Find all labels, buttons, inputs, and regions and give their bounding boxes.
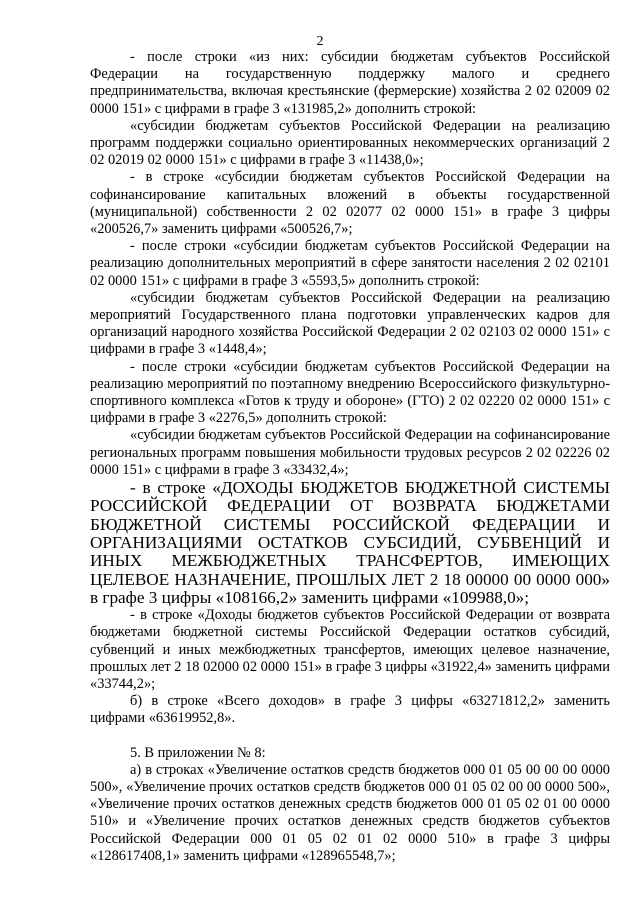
paragraph-7: «субсидии бюджетам субъектов Российской Федерации на софинансирование региональных программ повышения мобильности трудовых ресурсов 2 02 02226 02 0000 151» с цифрами в графе 3 «33432,4»; (90, 427, 610, 478)
document-body (90, 49, 610, 865)
paragraph-3: - в строке «субсидии бюджетам субъектов Российской Федерации на софинансирование капитальных вложений в объекты государственной (муниципальной) собственности 2 02 02077 02 0000 151» в графе 3 цифры «200526,7» заменить цифрами «500526,7»; (90, 169, 610, 238)
paragraph-12: а) в строках «Увеличение остатков средств бюджетов 000 01 05 00 00 00 0000 500», «Увеличение прочих остатков средств бюджетов 000 01 05 02 00 00 0000 500», «Увеличение прочих остатков денежных средств бюджетов 000 01 05 02 01 00 0000 510» и «Увеличение прочих остатков денежных средств бюджетов субъектов Российской Федерации 000 01 05 02 01 02 0000 510» в графе 3 цифры «128617408,1» заменить цифрами «128965548,7»; (90, 761, 610, 864)
paragraph-1: - после строки «из них: субсидии бюджетам субъектов Российской Федерации на государственную поддержку малого и среднего предпринимательства, включая крестьянские (фермерские) хозяйства 2 02 02009 02 0000 151» с цифрами в графе 3 «131985,2» дополнить строкой: (90, 49, 610, 117)
paragraph-4: - после строки «субсидии бюджетам субъектов Российской Федерации на реализацию дополнительных мероприятий в сфере занятости населения 2 02 02101 02 0000 151» с цифрами в графе 3 «5593,5» дополнить строкой: (90, 238, 610, 289)
paragraph-2: «субсидии бюджетам субъектов Российской Федерации на реализацию программ поддержки социально ориентированных некоммерческих организаций 2 02 02019 02 0000 151» с цифрами в графе 3 «11438,0»; (90, 117, 610, 169)
section-heading-5: 5. В приложении № 8: (130, 744, 266, 761)
paragraph-6: - после строки «субсидии бюджетам субъектов Российской Федерации на реализацию мероприятий по поэтапному внедрению Всероссийского физкультурно-спортивного комплекса «Готов к труду и обороне» (ГТО) 2 02 02220 02 0000 151» с цифрами в графе 3 «2276,5» дополнить строкой: (90, 358, 610, 427)
page-number: 2 (316, 34, 324, 49)
paragraph-5: «субсидии бюджетам субъектов Российской Федерации на реализацию мероприятий Государственного плана подготовки управленческих кадров для организаций народного хозяйства Российской Федерации 2 02 02103 02 0000 151» с цифрами в графе 3 «1448,4»; (90, 289, 610, 358)
paragraph-9: - в строке «Доходы бюджетов субъектов Российской Федерации от возврата бюджетами бюджетной системы Российской Федерации остатков субсидий, субвенций и иных межбюджетных трансфертов, имеющих целевое назначение, прошлых лет 2 18 02000 02 0000 151» в графе 3 цифры «31922,4» заменить цифрами «33744,2»; (90, 607, 610, 692)
paragraph-8-uppercase: - в строке «ДОХОДЫ БЮДЖЕТОВ БЮДЖЕТНОЙ СИСТЕМЫ РОССИЙСКОЙ ФЕДЕРАЦИИ ОТ ВОЗВРАТА БЮДЖЕТАМИ БЮДЖЕТНОЙ СИСТЕМЫ РОССИЙСКОЙ ФЕДЕРАЦИИ И ОРГАНИЗАЦИЯМИ ОСТАТКОВ СУБСИДИЙ, СУБВЕНЦИЙ И ИНЫХ МЕЖБЮДЖЕТНЫХ ТРАНСФЕРТОВ, ИМЕЮЩИХ ЦЕЛЕВОЕ НАЗНАЧЕНИЕ, ПРОШЛЫХ ЛЕТ 2 18 00000 00 0000 000» в графе 3 цифры «108166,2» заменить цифрами «109988,0»; (90, 478, 610, 607)
paragraph-10: б) в строке «Всего доходов» в графе 3 цифры «63271812,2» заменить цифрами «63619952,8». (90, 693, 610, 727)
